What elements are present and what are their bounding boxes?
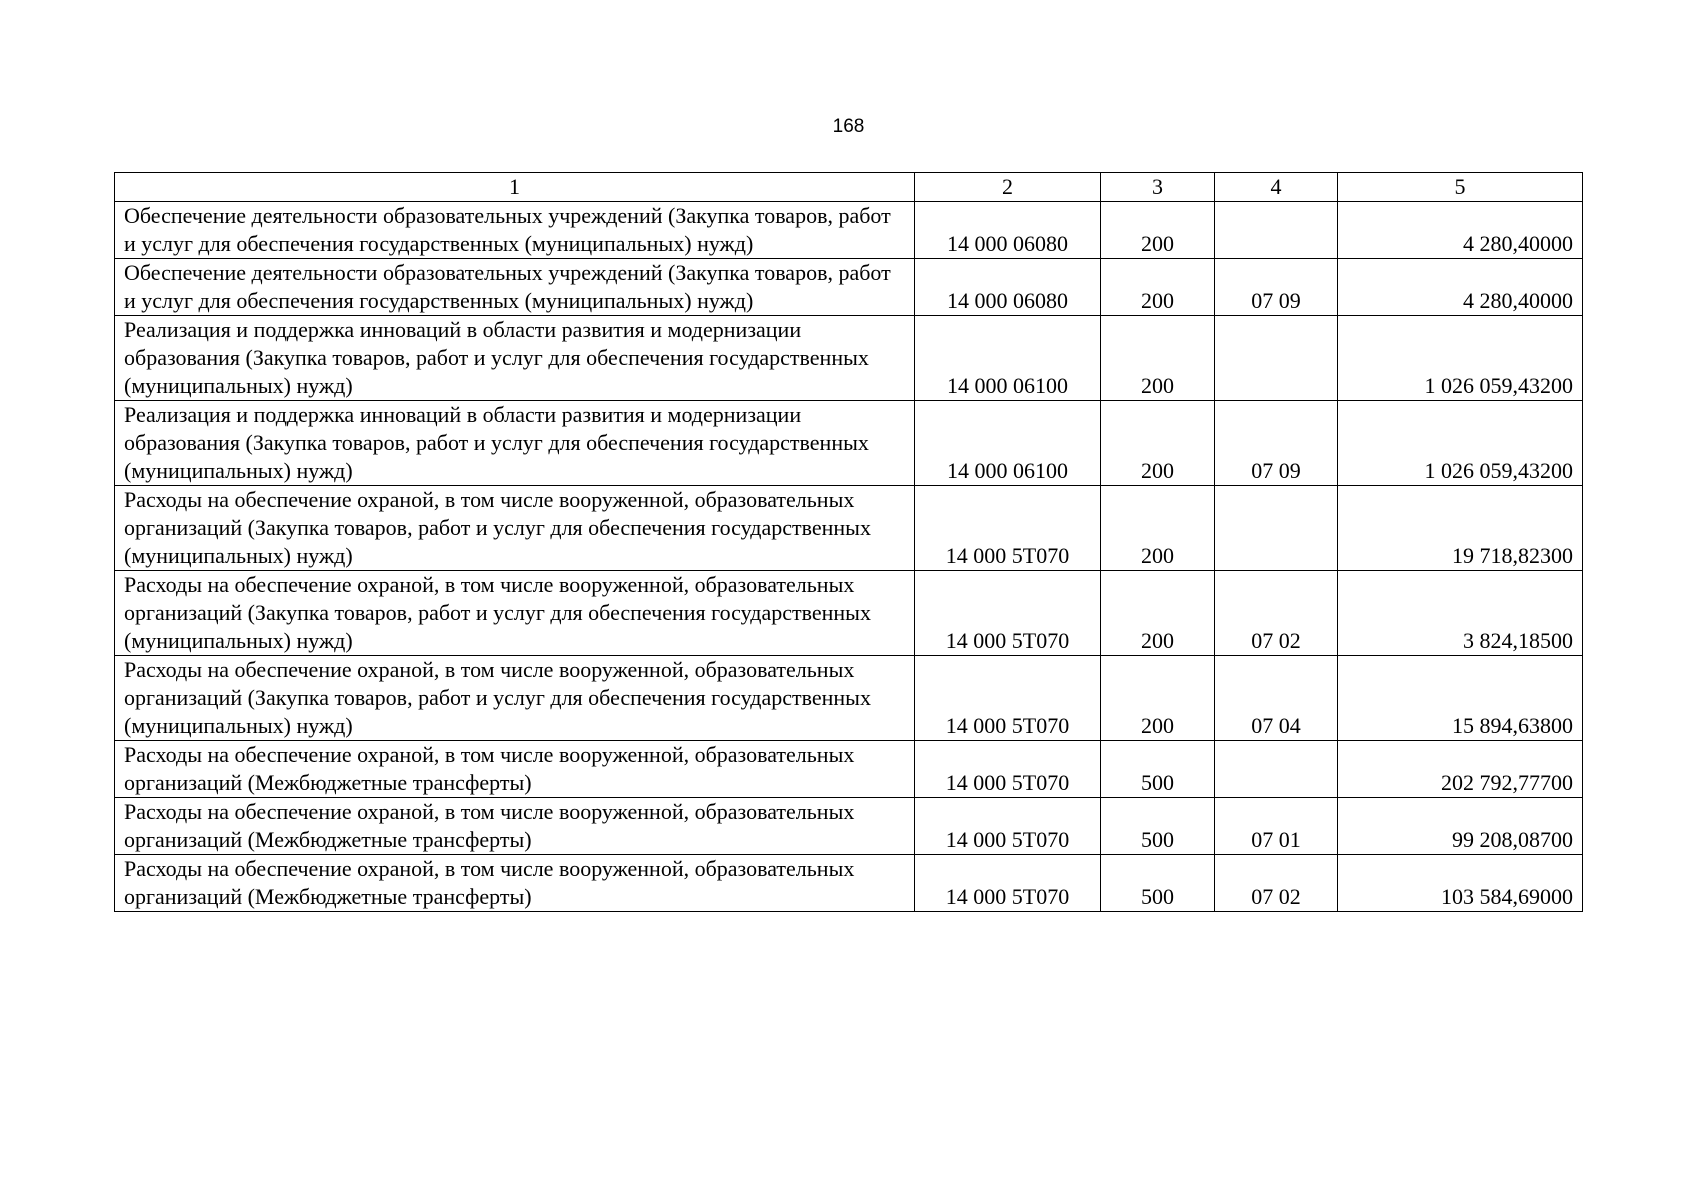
table-row — [115, 202, 1583, 259]
header-row — [115, 173, 1583, 202]
row-section — [1215, 202, 1338, 259]
row-amount: 3 824,18500 — [1338, 571, 1583, 656]
row-amount: 15 894,63800 — [1338, 656, 1583, 741]
table-row — [115, 316, 1583, 401]
row-description: Обеспечение деятельности образовательных учреждений (Закупка товаров, работ и услуг для обеспечения государственных (муниципальных) нужд) — [115, 202, 915, 259]
row-target-code: 14 000 06100 — [915, 401, 1101, 486]
row-amount: 4 280,40000 — [1338, 259, 1583, 316]
table-row — [115, 798, 1583, 855]
header-col-4: 4 — [1215, 173, 1338, 202]
row-target-code: 14 000 5Т070 — [915, 798, 1101, 855]
row-section: 07 09 — [1215, 259, 1338, 316]
row-description: Реализация и поддержка инноваций в области развития и модернизации образования (Закупка товаров, работ и услуг для обеспечения государственных (муниципальных) нужд) — [115, 401, 915, 486]
header-col-3: 3 — [1101, 173, 1215, 202]
row-description: Расходы на обеспечение охраной, в том числе вооруженной, образовательных организаций (Закупка товаров, работ и услуг для обеспечения государственных (муниципальных) нужд) — [115, 486, 915, 571]
row-target-code: 14 000 5Т070 — [915, 571, 1101, 656]
table-row — [115, 855, 1583, 912]
header-col-1: 1 — [115, 173, 915, 202]
row-expense-type: 200 — [1101, 656, 1215, 741]
row-section — [1215, 486, 1338, 571]
row-amount: 4 280,40000 — [1338, 202, 1583, 259]
row-amount: 1 026 059,43200 — [1338, 401, 1583, 486]
row-description: Расходы на обеспечение охраной, в том числе вооруженной, образовательных организаций (Закупка товаров, работ и услуг для обеспечения государственных (муниципальных) нужд) — [115, 571, 915, 656]
row-amount: 99 208,08700 — [1338, 798, 1583, 855]
row-section: 07 02 — [1215, 855, 1338, 912]
header-col-5: 5 — [1338, 173, 1583, 202]
row-section: 07 04 — [1215, 656, 1338, 741]
row-expense-type: 200 — [1101, 316, 1215, 401]
table-row — [115, 486, 1583, 571]
row-description: Расходы на обеспечение охраной, в том числе вооруженной, образовательных организаций (Межбюджетные трансферты) — [115, 855, 915, 912]
row-expense-type: 500 — [1101, 741, 1215, 798]
row-section — [1215, 316, 1338, 401]
budget-table — [114, 172, 1583, 912]
table-row — [115, 401, 1583, 486]
row-target-code: 14 000 5Т070 — [915, 741, 1101, 798]
row-section: 07 01 — [1215, 798, 1338, 855]
row-description: Обеспечение деятельности образовательных учреждений (Закупка товаров, работ и услуг для обеспечения государственных (муниципальных) нужд) — [115, 259, 915, 316]
row-amount: 202 792,77700 — [1338, 741, 1583, 798]
row-section: 07 09 — [1215, 401, 1338, 486]
row-target-code: 14 000 06080 — [915, 202, 1101, 259]
row-expense-type: 500 — [1101, 798, 1215, 855]
row-target-code: 14 000 06100 — [915, 316, 1101, 401]
page-number: 168 — [832, 116, 865, 137]
row-expense-type: 200 — [1101, 486, 1215, 571]
table-row — [115, 571, 1583, 656]
row-description: Расходы на обеспечение охраной, в том числе вооруженной, образовательных организаций (Межбюджетные трансферты) — [115, 798, 915, 855]
row-target-code: 14 000 5Т070 — [915, 486, 1101, 571]
row-expense-type: 200 — [1101, 259, 1215, 316]
table-row — [115, 741, 1583, 798]
row-description: Расходы на обеспечение охраной, в том числе вооруженной, образовательных организаций (Закупка товаров, работ и услуг для обеспечения государственных (муниципальных) нужд) — [115, 656, 915, 741]
row-section — [1215, 741, 1338, 798]
table-header — [115, 173, 1583, 202]
row-target-code: 14 000 5Т070 — [915, 855, 1101, 912]
row-description: Расходы на обеспечение охраной, в том числе вооруженной, образовательных организаций (Межбюджетные трансферты) — [115, 741, 915, 798]
table-row — [115, 656, 1583, 741]
table-row — [115, 259, 1583, 316]
row-expense-type: 200 — [1101, 571, 1215, 656]
header-col-2: 2 — [915, 173, 1101, 202]
row-expense-type: 500 — [1101, 855, 1215, 912]
row-expense-type: 200 — [1101, 401, 1215, 486]
row-amount: 19 718,82300 — [1338, 486, 1583, 571]
row-target-code: 14 000 5Т070 — [915, 656, 1101, 741]
row-description: Реализация и поддержка инноваций в области развития и модернизации образования (Закупка товаров, работ и услуг для обеспечения государственных (муниципальных) нужд) — [115, 316, 915, 401]
row-amount: 103 584,69000 — [1338, 855, 1583, 912]
row-amount: 1 026 059,43200 — [1338, 316, 1583, 401]
table-body — [115, 202, 1583, 912]
row-expense-type: 200 — [1101, 202, 1215, 259]
row-section: 07 02 — [1215, 571, 1338, 656]
row-target-code: 14 000 06080 — [915, 259, 1101, 316]
